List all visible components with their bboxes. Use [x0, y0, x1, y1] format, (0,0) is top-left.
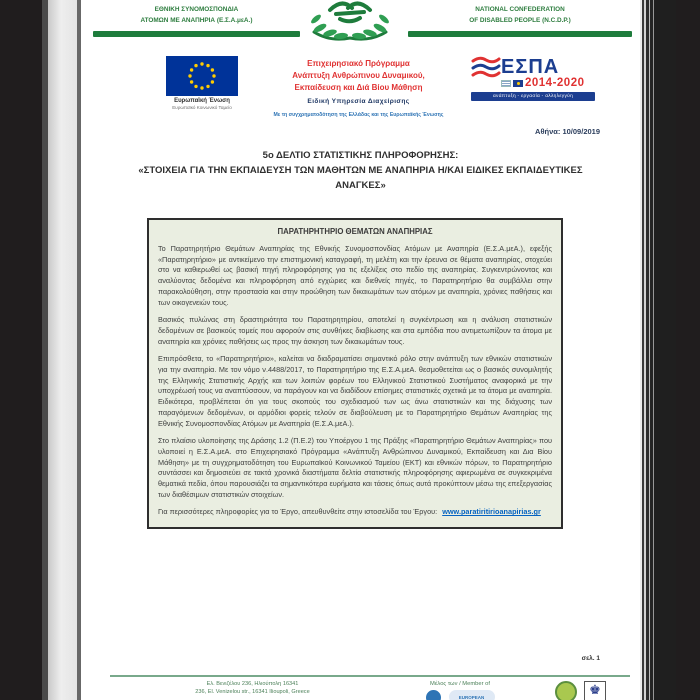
org-name-greek	[93, 4, 300, 26]
greek-flag-icon	[501, 80, 511, 87]
esamea-logo-icon	[300, 0, 400, 48]
operational-program-block	[251, 58, 466, 118]
document-title-line1: 5ο ΔΕΛΤΙΟ ΣΤΑΤΙΣΤΙΚΗΣ ΠΛΗΡΟΦΟΡΗΣΗΣ:	[262, 150, 459, 161]
eu-fund-caption: Ευρωπαϊκό Κοινωνικό Ταμείο	[172, 105, 232, 110]
footer-address-greek: Ελ. Βενιζέλου 236, Ηλιούπολη 16341	[206, 681, 299, 687]
info-box-paragraph-2: Βασικός πυλώνας στη δραστηριότητα του Παρατηρητηρίου, αποτελεί η συγκέντρωση και η ανάλυση στατιστικών δεδομένων σε βασικούς τομείς που αφορούν στις συνθήκες διαβίωσης και στα εμπόδια που αντιμετωπίζουν τα άτομα με αναπηρία και χρόνιες παθήσεις ως προς την άσκηση των δικαιωμάτων τους.	[158, 315, 552, 346]
info-box-paragraph-1: Το Παρατηρητήριο Θεμάτων Αναπηρίας της Εθνικής Συνομοσπονδίας Ατόμων με Αναπηρία (Ε.Σ.Α.μεΑ.), εφεξής «Παρατηρητήριο» με αντικείμενο την επιστημονική καταγραφή, τη μελέτη και την έρευνα σε θέματα αναπηρίας, στοχεύει στο να καθιερωθεί ως βασική πηγή πληροφόρησης για τις εξελίξεις στο πεδίο της αναπηρίας. Συγκεντρώνοντας και αναλύοντας δεδομένα και πληροφόρηση από εγχώριες και διεθνείς πηγές, το Παρατηρητήριο θα συμβάλλει στην παρακολούθηση, στην προστασία και στην προώθηση των δικαιωμάτων των ατόμων με αναπηρία, χρόνιες παθήσεις και των οικογενειών τους.	[158, 244, 552, 307]
member-of-label: Μέλος των / Member of	[429, 681, 491, 687]
espa-tagline: ανάπτυξη - εργασία - αλληλεγγύη	[471, 92, 595, 101]
page-footer	[110, 675, 630, 700]
edf-logo-icon: EUROPEAN	[449, 690, 495, 700]
footer-emblems	[555, 681, 606, 700]
org-name-english	[408, 4, 632, 26]
info-box-closing	[158, 507, 552, 518]
footer-address-english: 236, El. Venizelou str., 16341 Ilioupoli, Greece	[195, 688, 310, 695]
document-page	[81, 0, 640, 700]
info-box-closing-text: Για περισσότερες πληροφορίες για το Έργο, απευθυνθείτε στην ιστοσελίδα του Έργου:	[158, 507, 438, 517]
document-title-line2: «ΣΤΟΙΧΕΙΑ ΓΙΑ ΤΗΝ ΕΚΠΑΙΔΕΥΣΗ ΤΩΝ ΜΑΘΗΤΩΝ ΜΕ ΑΝΑΠΗΡΙΑ Η/ΚΑΙ ΕΙΔΙΚΕΣ ΕΚΠΑΙΔΕΥΤΙΚΕΣ ΑΝΑΓΚΕΣ»	[138, 165, 583, 191]
org-name-english-line2: OF DISABLED PEOPLE (N.C.D.P.)	[469, 17, 571, 24]
org-name-greek-line1: ΕΘΝΙΚΗ ΣΥΝΟΜΟΣΠΟΝΔΙΑ	[154, 6, 239, 13]
espa-waves-icon	[471, 56, 501, 80]
info-box-paragraph-3: Επιπρόσθετα, το «Παρατηρητήριο», καλείται να διαδραματίσει σημαντικό ρόλο στην ανάπτυξη των εθνικών στατιστικών για την αναπηρία. Με τον νόμο ν.4488/2017, το Παρατηρητήριο της Ε.Σ.Α.μεΑ. θεσμοθετείται ως ο βασικός συνομιλητής της Ελληνικής Στατιστικής Αρχής και των λοιπών φορέων του Ελληνικού Στατιστικού Συστήματος αναφορικά με την υποχρέωσή τους να αναπτύσσουν, να παράγουν και να διαδίδουν επίσημες στατιστικές σχετικά με τα άτομα με αναπηρία. Ειδικότερα, προβλέπεται ότι για τους σκοπούς του σχεδιασμού των ως άνω στατιστικών και της διάχυσης των παραγόμενων δεδομένων, οι αρμόδιοι φορείς τελούν σε διαβούλευση με το Παρατηρητήριο Θεμάτων Αναπηρίας της Εθνικής Συνομοσπονδίας Ατόμων με Αναπηρία (Ε.Σ.Α.μεΑ.).	[158, 354, 552, 428]
document-title	[138, 148, 584, 193]
org-name-greek-line2: ΑΤΟΜΩΝ ΜΕ ΑΝΑΠΗΡΙΑ (Ε.Σ.Α.μεΑ.)	[140, 17, 253, 24]
managing-authority-label: Ειδική Υπηρεσία Διαχείρισης	[307, 98, 410, 105]
page-stack-edge	[640, 0, 676, 700]
project-website-link[interactable]: www.paratiritirioanapirias.gr	[442, 507, 541, 517]
un-logo-icon	[426, 690, 441, 700]
espa-logo-icon	[471, 56, 595, 101]
observatory-info-box	[147, 218, 563, 529]
header-rule-right	[408, 31, 632, 37]
program-line1: Επιχειρησιακό Πρόγραμμα	[307, 59, 410, 68]
emblem-logo-icon: ♚	[584, 681, 606, 700]
program-line3: Εκπαίδευση και Διά Βίου Μάθηση	[294, 83, 423, 92]
info-box-paragraph-4: Στο πλαίσιο υλοποίησης της Δράσης 1.2 (Π.Ε.2) του Υποέργου 1 της Πράξης «Παρατηρητήριο Θεμάτων Αναπηρίας» που υλοποιεί η Ε.Σ.Α.μεΑ. στο Επιχειρησιακό Πρόγραμμα «Ανάπτυξη Ανθρώπινου Δυναμικού, Εκπαίδευση και Δια Βίου Μάθηση» με τη συγχρηματοδότηση του Ευρωπαϊκού Κοινωνικού Ταμείου (ΕΚΤ) και εθνικών πόρων, το Παρατηρητήριο συντάσσει και δημοσιεύει σε τακτά χρονικά διαστήματα δελτία στατιστικής πληροφόρησης αφιερωμένα σε συγκεκριμένα θεματικά πεδία, όπου παρουσιάζει τα σημαντικότερα ευρήματα και τάσεις όπως αυτά προκύπτουν μέσω της επεξεργασίας των διαθέσιμων στατιστικών στοιχείων.	[158, 436, 552, 499]
org-name-english-line1: NATIONAL CONFEDERATION	[475, 6, 565, 13]
espa-years: 2014-2020	[525, 77, 585, 89]
binder-edge	[48, 0, 77, 700]
eu-funding-block	[160, 56, 244, 110]
eu-flag-caption: Ευρωπαϊκή Ένωση	[174, 98, 230, 104]
eu-mini-flag-icon	[513, 80, 523, 87]
eu-flag-icon	[166, 56, 238, 96]
info-box-title: ΠΑΡΑΤΗΡΗΤΗΡΙΟ ΘΕΜΑΤΩΝ ΑΝΑΠΗΡΙΑΣ	[277, 227, 433, 236]
globe-logo-icon	[555, 681, 577, 700]
document-date: Αθήνα: 10/09/2019	[535, 127, 600, 136]
footer-address	[155, 681, 350, 696]
program-line2: Ανάπτυξη Ανθρώπινου Δυναμικού,	[292, 71, 425, 80]
cofunding-note: Με τη συγχρηματοδότηση της Ελλάδας και της Ευρωπαϊκής Ένωσης	[273, 112, 444, 118]
footer-membership	[385, 681, 535, 700]
page-number: σελ. 1	[581, 655, 600, 662]
espa-wordmark: ΕΣΠΑ	[501, 56, 560, 78]
header-rule-left	[93, 31, 300, 37]
